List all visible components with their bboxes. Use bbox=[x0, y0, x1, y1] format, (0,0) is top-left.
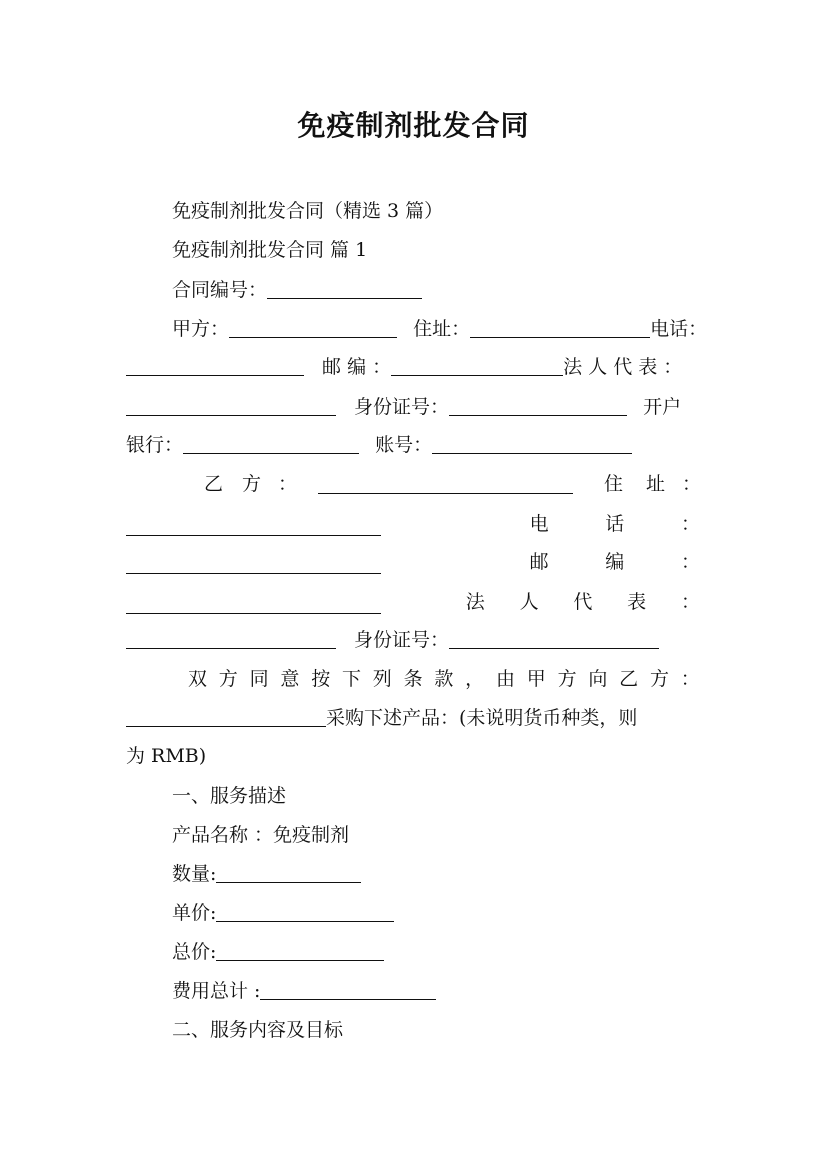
quantity-blank bbox=[216, 864, 361, 883]
phone-b-row bbox=[126, 512, 700, 536]
id-b-row bbox=[126, 628, 659, 652]
bank-account-row bbox=[126, 433, 632, 457]
document-title: 免疫制剂批发合同 bbox=[297, 109, 530, 142]
party-a-blank bbox=[229, 319, 397, 338]
legal-b-char-2: 人 bbox=[519, 591, 539, 613]
agree-char: 乙 bbox=[619, 668, 639, 690]
address-blank bbox=[470, 319, 650, 338]
id-label: 身份证号： bbox=[354, 396, 450, 418]
postcode-b-char-2: 编 bbox=[605, 551, 625, 573]
agree-row bbox=[188, 667, 700, 691]
section-2-heading: 二、服务内容及目标 bbox=[172, 1019, 344, 1041]
total-cost-blank bbox=[260, 981, 436, 1000]
bank-label-2: 银行： bbox=[126, 434, 184, 456]
agree-char: 双 bbox=[188, 668, 208, 690]
postcode-b-char-3: ： bbox=[680, 551, 700, 573]
phone-b-char-1: 电 bbox=[529, 513, 549, 535]
address-b-blank bbox=[126, 517, 381, 536]
agree-char: 意 bbox=[280, 668, 300, 690]
agree-char: 方 bbox=[557, 668, 577, 690]
account-label: 账号： bbox=[375, 434, 433, 456]
agree-char: 方 bbox=[649, 668, 669, 690]
address-b-char-2: 址 bbox=[646, 473, 666, 495]
phone-postcode-row bbox=[126, 355, 682, 379]
postcode-b-row bbox=[126, 550, 700, 574]
unit-price-blank bbox=[216, 903, 394, 922]
purchase-text: 采购下述产品：(未说明货币种类，则 bbox=[326, 707, 638, 729]
party-b-char-3: ： bbox=[278, 473, 298, 495]
quantity-row bbox=[172, 862, 361, 886]
total-price-label: 总价: bbox=[172, 941, 217, 963]
part-heading: 免疫制剂批发合同 篇 1 bbox=[172, 239, 368, 261]
total-price-row bbox=[172, 940, 384, 964]
agree-char: 条 bbox=[403, 668, 423, 690]
id-bank-row bbox=[126, 395, 681, 419]
agree-char: 甲 bbox=[526, 668, 546, 690]
phone-label: 电话： bbox=[650, 318, 708, 340]
quantity-label: 数量: bbox=[172, 863, 217, 885]
agree-char: 下 bbox=[341, 668, 361, 690]
phone-blank bbox=[126, 357, 304, 376]
agree-char: ， bbox=[465, 668, 485, 690]
legal-b-char-1: 法 bbox=[465, 591, 485, 613]
section-1-heading: 一、服务描述 bbox=[172, 785, 287, 807]
party-a-label: 甲方： bbox=[172, 318, 230, 340]
legal-rep-label: 法 人 代 表 ： bbox=[563, 356, 683, 378]
contract-number-label: 合同编号： bbox=[172, 279, 268, 301]
id-b-blank bbox=[449, 630, 659, 649]
agree-char: 款 bbox=[434, 668, 454, 690]
legal-b-char-3: 代 bbox=[573, 591, 593, 613]
legal-b-char-4: 表 bbox=[627, 591, 647, 613]
agree-char: 按 bbox=[311, 668, 331, 690]
supplier-blank bbox=[126, 708, 326, 727]
agree-char: 向 bbox=[588, 668, 608, 690]
id-b-label: 身份证号： bbox=[354, 629, 450, 651]
agree-char: 方 bbox=[218, 668, 238, 690]
id-blank bbox=[449, 397, 627, 416]
phone-b-blank bbox=[126, 555, 381, 574]
subtitle: 免疫制剂批发合同（精选 3 篇） bbox=[172, 200, 444, 222]
legal-b-row bbox=[126, 590, 700, 614]
bank-label-1: 开户 bbox=[643, 396, 682, 418]
unit-price-label: 单价: bbox=[172, 902, 217, 924]
party-b-blank bbox=[318, 475, 573, 494]
postcode-blank bbox=[391, 357, 563, 376]
legal-rep-blank bbox=[126, 397, 336, 416]
postcode-b-char-1: 邮 bbox=[529, 551, 549, 573]
party-a-row bbox=[172, 317, 707, 341]
party-b-char-1: 乙 bbox=[204, 473, 224, 495]
bank-blank bbox=[183, 435, 359, 454]
agree-char: 由 bbox=[495, 668, 515, 690]
party-b-char-2: 方 bbox=[242, 473, 262, 495]
address-b-char-1: 住 bbox=[604, 473, 624, 495]
unit-price-row bbox=[172, 901, 394, 925]
agree-char: 同 bbox=[249, 668, 269, 690]
contract-number-blank bbox=[267, 280, 422, 299]
phone-b-char-3: ： bbox=[680, 513, 700, 535]
currency-text: 为 RMB) bbox=[126, 745, 207, 767]
account-blank bbox=[432, 435, 632, 454]
phone-b-char-2: 话 bbox=[605, 513, 625, 535]
total-cost-label: 费用总计 : bbox=[172, 980, 261, 1002]
agree-char: 列 bbox=[372, 668, 392, 690]
legal-b-blank bbox=[126, 630, 336, 649]
total-price-blank bbox=[216, 942, 384, 961]
product-name: 产品名称 ：免疫制剂 bbox=[172, 824, 350, 846]
address-b-char-3: ： bbox=[682, 473, 702, 495]
agree-char: ： bbox=[680, 668, 700, 690]
total-cost-row bbox=[172, 979, 436, 1003]
legal-b-char-5: ： bbox=[680, 591, 700, 613]
purchase-row bbox=[126, 706, 637, 730]
postcode-label: 邮 编 ： bbox=[322, 356, 392, 378]
postcode-b-blank bbox=[126, 595, 381, 614]
contract-number-row bbox=[172, 278, 422, 302]
address-label: 住址： bbox=[413, 318, 471, 340]
